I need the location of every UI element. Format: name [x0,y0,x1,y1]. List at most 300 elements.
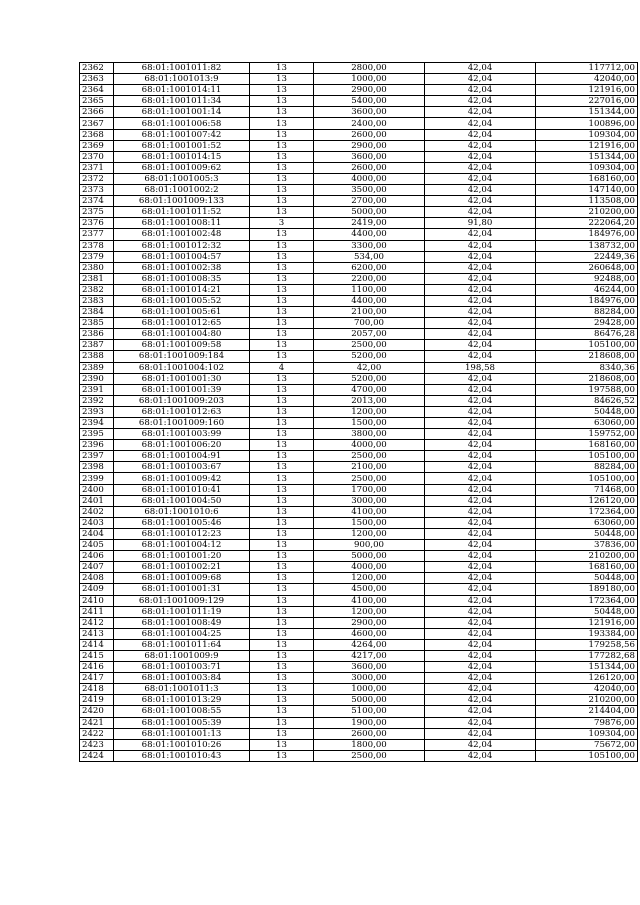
category-code-cell: 13 [250,462,314,473]
specific-value-cell: 42,04 [425,273,536,284]
specific-value-cell: 42,04 [425,96,536,107]
row-number-cell: 2411 [80,606,114,617]
table-row [80,173,638,184]
cadastral-value-cell: 88284,00 [536,307,638,318]
row-number-cell: 2401 [80,495,114,506]
cadastral-number-cell: 68:01:1001009:129 [114,595,250,606]
cadastral-value-cell: 92488,00 [536,273,638,284]
cadastral-value-cell: 100896,00 [536,118,638,129]
table-row [80,63,638,74]
row-number-cell: 2392 [80,395,114,406]
row-number-cell: 2386 [80,329,114,340]
table-row [80,129,638,140]
area-cell: 700,00 [314,318,425,329]
area-cell: 2013,00 [314,395,425,406]
cadastral-value-cell: 126120,00 [536,673,638,684]
cadastral-number-cell: 68:01:1001012:23 [114,528,250,539]
specific-value-cell: 42,04 [425,495,536,506]
table-row [80,340,638,351]
cadastral-number-cell: 68:01:1001001:13 [114,728,250,739]
cadastral-number-cell: 68:01:1001014:15 [114,151,250,162]
category-code-cell: 13 [250,273,314,284]
row-number-cell: 2382 [80,284,114,295]
cadastral-number-cell: 68:01:1001009:9 [114,650,250,661]
cadastral-number-cell: 68:01:1001010:26 [114,739,250,750]
area-cell: 1200,00 [314,528,425,539]
row-number-cell: 2407 [80,562,114,573]
row-number-cell: 2414 [80,639,114,650]
cadastral-value-cell: 42040,00 [536,684,638,695]
cadastral-value-cell: 177282,68 [536,650,638,661]
specific-value-cell: 42,04 [425,440,536,451]
cadastral-number-cell: 68:01:1001010:6 [114,506,250,517]
category-code-cell: 13 [250,617,314,628]
table-row [80,185,638,196]
row-number-cell: 2391 [80,384,114,395]
row-number-cell: 2367 [80,118,114,129]
category-code-cell: 13 [250,329,314,340]
table-row [80,318,638,329]
area-cell: 5000,00 [314,695,425,706]
cadastral-number-cell: 68:01:1001006:58 [114,118,250,129]
table-row [80,362,638,373]
specific-value-cell: 42,04 [425,540,536,551]
specific-value-cell: 42,04 [425,318,536,329]
table-row [80,495,638,506]
area-cell: 5200,00 [314,373,425,384]
specific-value-cell: 42,04 [425,717,536,728]
specific-value-cell: 42,04 [425,340,536,351]
area-cell: 1200,00 [314,573,425,584]
cadastral-number-cell: 68:01:1001001:20 [114,551,250,562]
cadastral-number-cell: 68:01:1001011:34 [114,96,250,107]
specific-value-cell: 42,04 [425,329,536,340]
area-cell: 2900,00 [314,617,425,628]
row-number-cell: 2380 [80,262,114,273]
cadastral-number-cell: 68:01:1001005:46 [114,517,250,528]
cadastral-number-cell: 68:01:1001003:67 [114,462,250,473]
cadastral-value-cell: 84626,52 [536,395,638,406]
area-cell: 3800,00 [314,429,425,440]
specific-value-cell: 42,04 [425,606,536,617]
table-row [80,118,638,129]
row-number-cell: 2418 [80,684,114,695]
row-number-cell: 2370 [80,151,114,162]
cadastral-value-cell: 184976,00 [536,229,638,240]
table-row [80,462,638,473]
specific-value-cell: 42,04 [425,395,536,406]
category-code-cell: 13 [250,506,314,517]
area-cell: 3600,00 [314,151,425,162]
row-number-cell: 2366 [80,107,114,118]
specific-value-cell: 42,04 [425,129,536,140]
cadastral-number-cell: 68:01:1001005:3 [114,173,250,184]
category-code-cell: 13 [250,307,314,318]
table-row [80,373,638,384]
specific-value-cell: 42,04 [425,63,536,74]
cadastral-value-cell: 37836,00 [536,540,638,551]
specific-value-cell: 42,04 [425,584,536,595]
cadastral-number-cell: 68:01:1001009:160 [114,418,250,429]
cadastral-value-cell: 222064,20 [536,218,638,229]
category-code-cell: 13 [250,207,314,218]
cadastral-value-cell: 63060,00 [536,418,638,429]
specific-value-cell: 42,04 [425,351,536,362]
category-code-cell: 13 [250,351,314,362]
cadastral-number-cell: 68:01:1001012:63 [114,406,250,417]
row-number-cell: 2399 [80,473,114,484]
area-cell: 4600,00 [314,628,425,639]
row-number-cell: 2395 [80,429,114,440]
specific-value-cell: 42,04 [425,196,536,207]
cadastral-number-cell: 68:01:1001011:52 [114,207,250,218]
cadastral-number-cell: 68:01:1001001:52 [114,140,250,151]
area-cell: 3000,00 [314,495,425,506]
table-row [80,662,638,673]
table-row [80,473,638,484]
table-row [80,617,638,628]
specific-value-cell: 42,04 [425,706,536,717]
specific-value-cell: 42,04 [425,517,536,528]
category-code-cell: 13 [250,74,314,85]
cadastral-number-cell: 68:01:1001002:21 [114,562,250,573]
cadastral-value-cell: 79876,00 [536,717,638,728]
row-number-cell: 2377 [80,229,114,240]
table-row [80,418,638,429]
row-number-cell: 2365 [80,96,114,107]
cadastral-value-cell: 71468,00 [536,484,638,495]
category-code-cell: 13 [250,662,314,673]
area-cell: 4000,00 [314,440,425,451]
area-cell: 2100,00 [314,307,425,318]
row-number-cell: 2389 [80,362,114,373]
table-row [80,506,638,517]
table-row [80,540,638,551]
row-number-cell: 2396 [80,440,114,451]
specific-value-cell: 42,04 [425,562,536,573]
cadastral-number-cell: 68:01:1001008:35 [114,273,250,284]
area-cell: 3600,00 [314,662,425,673]
specific-value-cell: 42,04 [425,473,536,484]
cadastral-value-cell: 46244,00 [536,284,638,295]
category-code-cell: 13 [250,373,314,384]
table-row [80,273,638,284]
cadastral-number-cell: 68:01:1001009:42 [114,473,250,484]
row-number-cell: 2422 [80,728,114,739]
table-row [80,329,638,340]
area-cell: 4400,00 [314,229,425,240]
table-row [80,528,638,539]
cadastral-number-cell: 68:01:1001004:25 [114,628,250,639]
category-code-cell: 13 [250,639,314,650]
row-number-cell: 2371 [80,162,114,173]
cadastral-value-cell: 105100,00 [536,473,638,484]
cadastral-value-cell: 121916,00 [536,85,638,96]
specific-value-cell: 42,04 [425,284,536,295]
cadastral-number-cell: 68:01:1001011:3 [114,684,250,695]
table-row [80,140,638,151]
specific-value-cell: 42,04 [425,229,536,240]
category-code-cell: 13 [250,562,314,573]
table-row [80,151,638,162]
area-cell: 3600,00 [314,107,425,118]
specific-value-cell: 42,04 [425,484,536,495]
cadastral-value-cell: 50448,00 [536,573,638,584]
cadastral-value-cell: 151344,00 [536,107,638,118]
table-row [80,706,638,717]
cadastral-value-cell: 184976,00 [536,295,638,306]
category-code-cell: 13 [250,162,314,173]
category-code-cell: 13 [250,595,314,606]
area-cell: 4100,00 [314,506,425,517]
cadastral-number-cell: 68:01:1001004:102 [114,362,250,373]
category-code-cell: 13 [250,406,314,417]
table-row [80,96,638,107]
row-number-cell: 2413 [80,628,114,639]
specific-value-cell: 42,04 [425,429,536,440]
specific-value-cell: 42,04 [425,240,536,251]
area-cell: 4217,00 [314,650,425,661]
cadastral-number-cell: 68:01:1001009:62 [114,162,250,173]
row-number-cell: 2394 [80,418,114,429]
area-cell: 1200,00 [314,606,425,617]
cadastral-value-cell: 42040,00 [536,74,638,85]
cadastral-value-cell: 218608,00 [536,373,638,384]
specific-value-cell: 42,04 [425,140,536,151]
category-code-cell: 13 [250,706,314,717]
category-code-cell: 13 [250,151,314,162]
cadastral-number-cell: 68:01:1001004:80 [114,329,250,340]
area-cell: 1200,00 [314,406,425,417]
specific-value-cell: 42,04 [425,617,536,628]
cadastral-number-cell: 68:01:1001011:82 [114,63,250,74]
category-code-cell: 13 [250,750,314,761]
table-row [80,584,638,595]
row-number-cell: 2387 [80,340,114,351]
category-code-cell: 13 [250,418,314,429]
cadastral-value-cell: 121916,00 [536,617,638,628]
specific-value-cell: 42,04 [425,595,536,606]
area-cell: 2500,00 [314,750,425,761]
table-row [80,262,638,273]
specific-value-cell: 42,04 [425,262,536,273]
category-code-cell: 13 [250,684,314,695]
specific-value-cell: 42,04 [425,406,536,417]
table-row [80,573,638,584]
category-code-cell: 13 [250,728,314,739]
row-number-cell: 2424 [80,750,114,761]
table-row [80,551,638,562]
category-code-cell: 13 [250,584,314,595]
specific-value-cell: 42,04 [425,74,536,85]
row-number-cell: 2379 [80,251,114,262]
category-code-cell: 13 [250,628,314,639]
cadastral-number-cell: 68:01:1001008:55 [114,706,250,717]
row-number-cell: 2372 [80,173,114,184]
cadastral-value-cell: 126120,00 [536,495,638,506]
category-code-cell: 13 [250,517,314,528]
category-code-cell: 13 [250,695,314,706]
area-cell: 5000,00 [314,207,425,218]
row-number-cell: 2416 [80,662,114,673]
row-number-cell: 2381 [80,273,114,284]
cadastral-value-cell: 147140,00 [536,185,638,196]
cadastral-number-cell: 68:01:1001009:68 [114,573,250,584]
table-row [80,739,638,750]
category-code-cell: 13 [250,739,314,750]
cadastral-number-cell: 68:01:1001009:203 [114,395,250,406]
specific-value-cell: 42,04 [425,506,536,517]
specific-value-cell: 42,04 [425,739,536,750]
cadastral-number-cell: 68:01:1001001:39 [114,384,250,395]
cadastral-value-cell: 105100,00 [536,451,638,462]
category-code-cell: 13 [250,129,314,140]
row-number-cell: 2404 [80,528,114,539]
specific-value-cell: 42,04 [425,551,536,562]
row-number-cell: 2378 [80,240,114,251]
table-row [80,628,638,639]
specific-value-cell: 42,04 [425,462,536,473]
cadastral-value-cell: 105100,00 [536,750,638,761]
specific-value-cell: 42,04 [425,528,536,539]
area-cell: 1000,00 [314,684,425,695]
specific-value-cell: 42,04 [425,573,536,584]
row-number-cell: 2385 [80,318,114,329]
cadastral-value-cell: 260648,00 [536,262,638,273]
category-code-cell: 13 [250,528,314,539]
category-code-cell: 3 [250,218,314,229]
area-cell: 2500,00 [314,340,425,351]
row-number-cell: 2369 [80,140,114,151]
category-code-cell: 13 [250,540,314,551]
row-number-cell: 2400 [80,484,114,495]
cadastral-number-cell: 68:01:1001001:30 [114,373,250,384]
category-code-cell: 13 [250,650,314,661]
area-cell: 1800,00 [314,739,425,750]
area-cell: 1900,00 [314,717,425,728]
cadastral-value-cell: 210200,00 [536,551,638,562]
category-code-cell: 13 [250,251,314,262]
cadastral-value-cell: 138732,00 [536,240,638,251]
area-cell: 5200,00 [314,351,425,362]
area-cell: 4000,00 [314,173,425,184]
category-code-cell: 13 [250,395,314,406]
row-number-cell: 2376 [80,218,114,229]
table-row [80,229,638,240]
cadastral-number-cell: 68:01:1001009:184 [114,351,250,362]
table-row [80,218,638,229]
row-number-cell: 2373 [80,185,114,196]
cadastral-number-cell: 68:01:1001008:11 [114,218,250,229]
specific-value-cell: 42,04 [425,662,536,673]
category-code-cell: 13 [250,551,314,562]
table-row [80,595,638,606]
table-row [80,107,638,118]
cadastral-number-cell: 68:01:1001003:71 [114,662,250,673]
cadastral-number-cell: 68:01:1001001:14 [114,107,250,118]
specific-value-cell: 42,04 [425,251,536,262]
specific-value-cell: 42,04 [425,118,536,129]
area-cell: 3300,00 [314,240,425,251]
area-cell: 5000,00 [314,551,425,562]
cadastral-value-cell: 172364,00 [536,506,638,517]
row-number-cell: 2421 [80,717,114,728]
cadastral-value-cell: 168160,00 [536,440,638,451]
category-code-cell: 13 [250,484,314,495]
table-row [80,517,638,528]
table-row [80,484,638,495]
table-row [80,728,638,739]
row-number-cell: 2423 [80,739,114,750]
category-code-cell: 13 [250,606,314,617]
cadastral-value-cell: 29428,00 [536,318,638,329]
row-number-cell: 2393 [80,406,114,417]
area-cell: 4400,00 [314,295,425,306]
table-row [80,207,638,218]
area-cell: 2600,00 [314,162,425,173]
cadastral-number-cell: 68:01:1001004:12 [114,540,250,551]
cadastral-number-cell: 68:01:1001011:64 [114,639,250,650]
table-row [80,406,638,417]
cadastral-value-cell: 113508,00 [536,196,638,207]
table-row [80,162,638,173]
cadastral-number-cell: 68:01:1001003:99 [114,429,250,440]
table-row [80,684,638,695]
specific-value-cell: 42,04 [425,107,536,118]
cadastral-value-cell: 109304,00 [536,728,638,739]
cadastral-number-cell: 68:01:1001011:19 [114,606,250,617]
specific-value-cell: 42,04 [425,373,536,384]
cadastral-value-table [79,62,638,762]
table-row [80,74,638,85]
cadastral-number-cell: 68:01:1001004:91 [114,451,250,462]
table-row [80,307,638,318]
cadastral-value-cell: 63060,00 [536,517,638,528]
category-code-cell: 13 [250,451,314,462]
row-number-cell: 2383 [80,295,114,306]
area-cell: 3500,00 [314,185,425,196]
cadastral-value-cell: 105100,00 [536,340,638,351]
category-code-cell: 13 [250,495,314,506]
table-row [80,639,638,650]
cadastral-number-cell: 68:01:1001005:39 [114,717,250,728]
cadastral-number-cell: 68:01:1001002:48 [114,229,250,240]
cadastral-number-cell: 68:01:1001013:29 [114,695,250,706]
specific-value-cell: 42,04 [425,185,536,196]
table-row [80,295,638,306]
row-number-cell: 2420 [80,706,114,717]
row-number-cell: 2363 [80,74,114,85]
cadastral-number-cell: 68:01:1001014:21 [114,284,250,295]
cadastral-number-cell: 68:01:1001007:42 [114,129,250,140]
cadastral-value-cell: 22449,36 [536,251,638,262]
table-row [80,695,638,706]
cadastral-value-cell: 168160,00 [536,173,638,184]
cadastral-number-cell: 68:01:1001010:41 [114,484,250,495]
cadastral-number-cell: 68:01:1001008:49 [114,617,250,628]
table-row [80,284,638,295]
specific-value-cell: 42,04 [425,151,536,162]
row-number-cell: 2410 [80,595,114,606]
row-number-cell: 2364 [80,85,114,96]
area-cell: 2500,00 [314,473,425,484]
cadastral-value-cell: 109304,00 [536,129,638,140]
specific-value-cell: 42,04 [425,650,536,661]
cadastral-number-cell: 68:01:1001014:11 [114,85,250,96]
specific-value-cell: 42,04 [425,162,536,173]
specific-value-cell: 42,04 [425,639,536,650]
table-row [80,717,638,728]
